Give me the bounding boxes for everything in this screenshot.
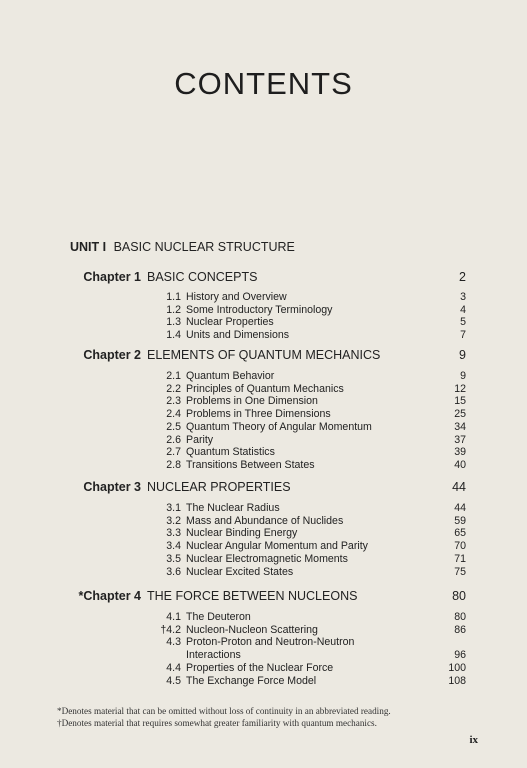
section-row bbox=[0, 395, 527, 408]
section-page: 96 bbox=[454, 649, 466, 662]
section-number: 3.4 bbox=[166, 540, 181, 553]
section-title: Quantum Theory of Angular Momentum bbox=[186, 420, 372, 433]
section-title: Nuclear Binding Energy bbox=[186, 527, 298, 540]
section-title: Parity bbox=[186, 433, 214, 446]
section-number: 2.2 bbox=[166, 382, 181, 395]
chapter-page: 2 bbox=[459, 270, 466, 284]
chapter-row bbox=[0, 480, 527, 496]
section-page: 7 bbox=[460, 329, 466, 342]
section-number: 4.5 bbox=[166, 674, 181, 687]
section-number: 2.1 bbox=[166, 370, 181, 382]
section-title: Units and Dimensions bbox=[186, 329, 290, 342]
section-page: 15 bbox=[454, 395, 466, 408]
section-number: 2.7 bbox=[166, 446, 181, 459]
section-page: 70 bbox=[454, 540, 466, 553]
chapter-row bbox=[0, 589, 527, 605]
section-row bbox=[0, 291, 527, 304]
section-number: 3.1 bbox=[166, 502, 181, 514]
section-title: Problems in Three Dimensions bbox=[186, 408, 331, 421]
section-page: 5 bbox=[460, 316, 466, 329]
section-row bbox=[0, 540, 527, 553]
chapter-page: 80 bbox=[452, 589, 466, 603]
section-number: 3.6 bbox=[166, 565, 181, 578]
section-title: The Nuclear Radius bbox=[186, 502, 280, 514]
section-number: 3.2 bbox=[166, 514, 181, 527]
chapter-number: Chapter 1 bbox=[83, 270, 141, 284]
section-page: 44 bbox=[454, 502, 466, 514]
chapter-number: Chapter 2 bbox=[83, 348, 141, 362]
section-title: Mass and Abundance of Nuclides bbox=[186, 514, 344, 527]
section-row bbox=[0, 515, 527, 528]
section-row bbox=[0, 662, 527, 675]
section-row bbox=[0, 316, 527, 329]
section-row bbox=[0, 624, 527, 637]
section-title: History and Overview bbox=[186, 291, 287, 303]
section-number: 4.3 bbox=[166, 636, 181, 649]
chapter-page: 9 bbox=[459, 348, 466, 362]
unit-heading bbox=[70, 240, 295, 254]
footnote-quantum: †Denotes material that requires somewhat greater familiarity with quantum mechanics. bbox=[57, 718, 377, 728]
section-number: 4.1 bbox=[166, 611, 181, 623]
section-page: 100 bbox=[448, 661, 466, 674]
chapter-title: BASIC CONCEPTS bbox=[147, 270, 258, 284]
page-number: ix bbox=[469, 734, 478, 746]
section-title: Nuclear Excited States bbox=[186, 565, 294, 578]
section-number: 1.4 bbox=[166, 329, 181, 342]
section-number: 3.3 bbox=[166, 527, 181, 540]
section-title: Proton-Proton and Neutron-Neutron bbox=[186, 636, 355, 649]
section-row bbox=[0, 636, 527, 649]
section-number: 2.5 bbox=[166, 420, 181, 433]
section-row bbox=[0, 329, 527, 342]
unit-number: UNIT I bbox=[70, 240, 107, 254]
section-page: 39 bbox=[454, 446, 466, 459]
section-page: 65 bbox=[454, 527, 466, 540]
section-title: Problems in One Dimension bbox=[186, 395, 318, 408]
chapter-row bbox=[0, 270, 527, 286]
section-page: 37 bbox=[454, 433, 466, 446]
section-row bbox=[0, 649, 527, 662]
section-row bbox=[0, 459, 527, 472]
section-number: 1.1 bbox=[166, 291, 181, 303]
section-row bbox=[0, 446, 527, 459]
page-title: CONTENTS bbox=[174, 66, 353, 101]
section-page: 80 bbox=[454, 611, 466, 623]
section-page: 34 bbox=[454, 420, 466, 433]
section-page: 86 bbox=[454, 623, 466, 636]
section-row bbox=[0, 408, 527, 421]
section-title: Quantum Behavior bbox=[186, 370, 275, 382]
section-page: 71 bbox=[454, 552, 466, 565]
chapter-title: NUCLEAR PROPERTIES bbox=[147, 480, 291, 494]
section-number: †4.2 bbox=[160, 623, 181, 636]
section-title: Nuclear Electromagnetic Moments bbox=[186, 552, 348, 565]
section-row bbox=[0, 421, 527, 434]
section-page: 25 bbox=[454, 408, 466, 421]
section-number: 1.3 bbox=[166, 316, 181, 329]
section-title: Nuclear Properties bbox=[186, 316, 274, 329]
section-title: The Deuteron bbox=[186, 611, 251, 623]
section-page: 75 bbox=[454, 565, 466, 578]
chapter-page: 44 bbox=[452, 480, 466, 494]
section-number: 2.3 bbox=[166, 395, 181, 408]
section-row bbox=[0, 370, 527, 383]
section-number: 2.8 bbox=[166, 458, 181, 471]
section-page: 3 bbox=[460, 291, 466, 303]
section-title: The Exchange Force Model bbox=[186, 674, 317, 687]
section-title: Nucleon-Nucleon Scattering bbox=[186, 623, 318, 636]
section-row bbox=[0, 502, 527, 515]
section-page: 12 bbox=[454, 382, 466, 395]
section-row bbox=[0, 675, 527, 688]
section-row bbox=[0, 383, 527, 396]
footnote-omit: *Denotes material that can be omitted without loss of continuity in an abbreviated reading. bbox=[57, 706, 391, 716]
section-number: 3.5 bbox=[166, 552, 181, 565]
section-page: 9 bbox=[460, 370, 466, 382]
section-row bbox=[0, 527, 527, 540]
section-row bbox=[0, 566, 527, 579]
section-title: Properties of the Nuclear Force bbox=[186, 661, 334, 674]
section-page: 108 bbox=[448, 674, 466, 687]
section-title: Some Introductory Terminology bbox=[186, 303, 333, 316]
section-title: Principles of Quantum Mechanics bbox=[186, 382, 344, 395]
chapter-number: *Chapter 4 bbox=[78, 589, 141, 603]
section-page: 4 bbox=[460, 303, 466, 316]
section-title: Nuclear Angular Momentum and Parity bbox=[186, 540, 368, 553]
section-number: 4.4 bbox=[166, 661, 181, 674]
section-number: 2.6 bbox=[166, 433, 181, 446]
unit-title: BASIC NUCLEAR STRUCTURE bbox=[113, 240, 295, 254]
chapter-title: THE FORCE BETWEEN NUCLEONS bbox=[147, 589, 358, 603]
section-page: 40 bbox=[454, 458, 466, 471]
section-row bbox=[0, 434, 527, 447]
section-row bbox=[0, 611, 527, 624]
section-title: Transitions Between States bbox=[186, 458, 315, 471]
section-row bbox=[0, 304, 527, 317]
chapter-number: Chapter 3 bbox=[83, 480, 141, 494]
section-title: Quantum Statistics bbox=[186, 446, 275, 459]
chapter-row bbox=[0, 348, 527, 364]
chapter-title: ELEMENTS OF QUANTUM MECHANICS bbox=[147, 348, 381, 362]
section-row bbox=[0, 553, 527, 566]
section-title: Interactions bbox=[186, 649, 241, 662]
section-number: 1.2 bbox=[166, 303, 181, 316]
section-page: 59 bbox=[454, 514, 466, 527]
section-number: 2.4 bbox=[166, 408, 181, 421]
